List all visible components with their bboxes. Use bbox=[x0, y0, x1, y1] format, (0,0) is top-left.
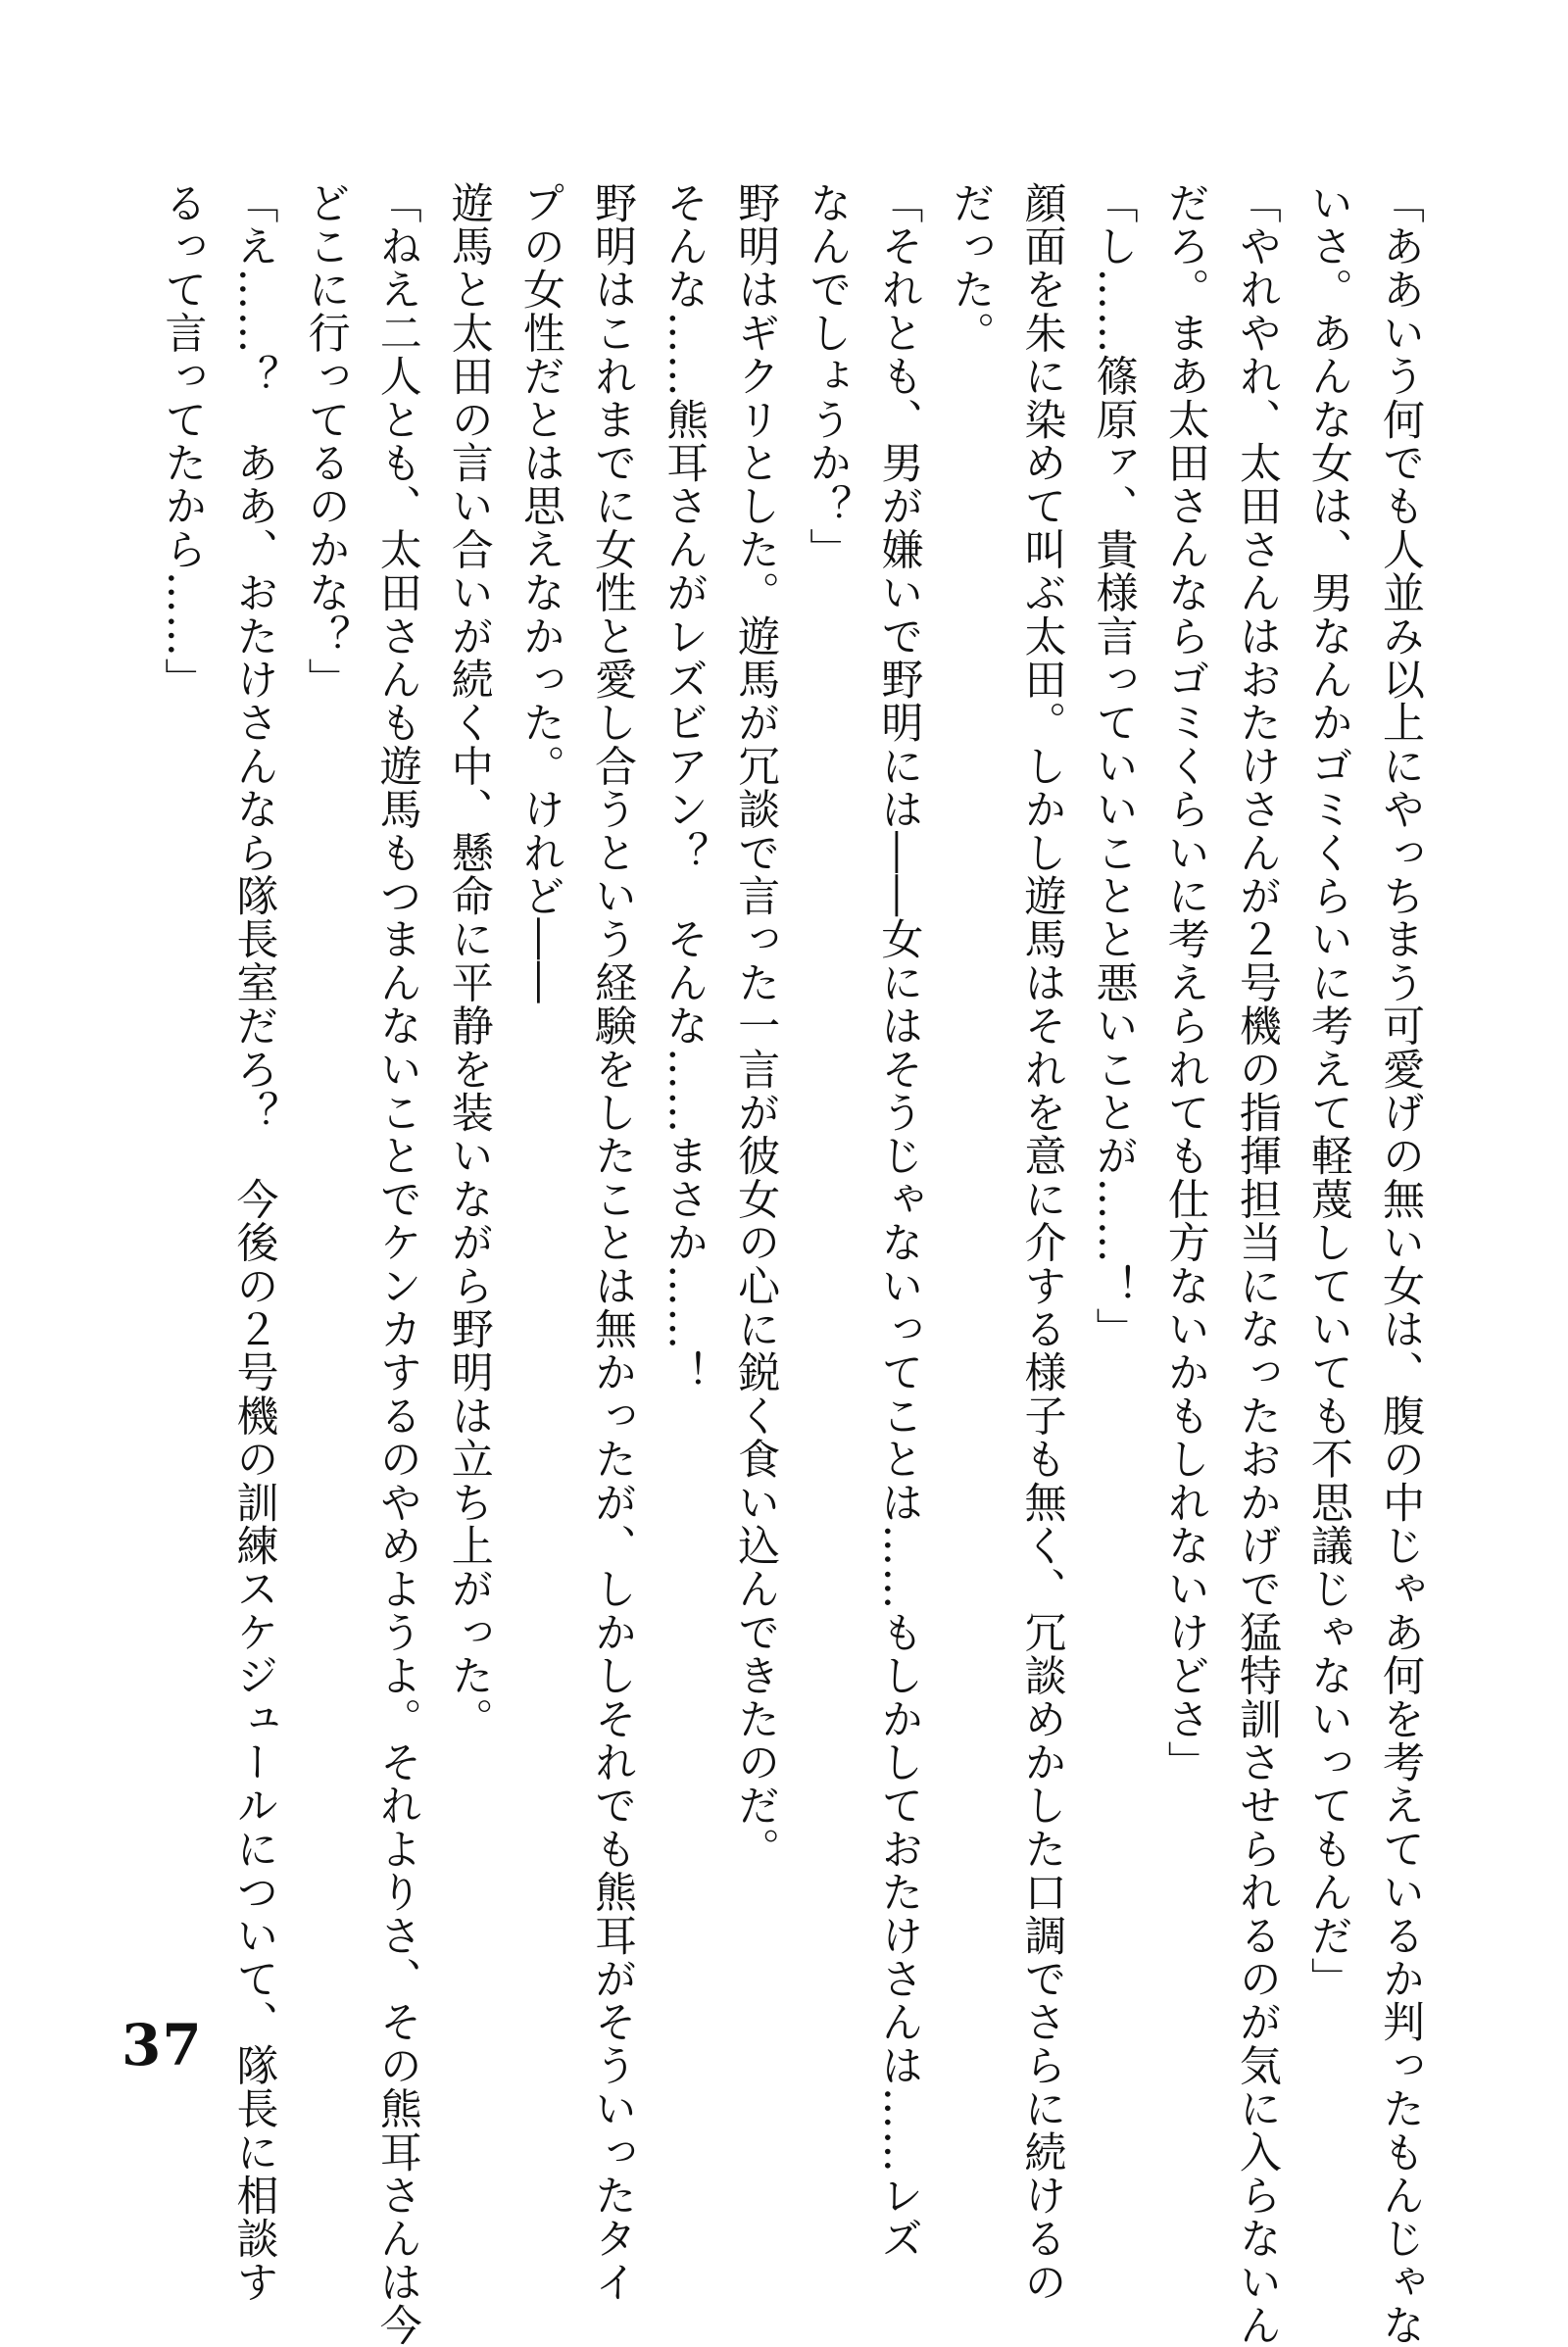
text-line: 「ああいう何でも人並み以上にやっちまう可愛げの無い女は、腹の中じゃあ何を考えているか判ったもんじゃな bbox=[1376, 181, 1425, 2347]
text-line: 顔面を朱に染めて叫ぶ太田。しかし遊馬はそれを意に介する様子も無く、冗談めかした口調でさらに続けるの bbox=[1017, 181, 1067, 2304]
text-line: 野明はこれまでに女性と愛し合うという経験をしたことは無かったが、しかしそれでも熊耳がそういったタイ bbox=[587, 181, 637, 2304]
text-line: なんでしょうか？」 bbox=[803, 181, 853, 571]
text-line: 遊馬と太田の言い合いが続く中、懸命に平静を装いながら野明は立ち上がった。 bbox=[444, 181, 494, 1741]
text-line: 「それとも、男が嫌いで野明には――女にはそうじゃないってことは……もしかしておたけさんは……レズ bbox=[874, 181, 924, 2261]
text-line: プの女性だとは思えなかった。けれど―― bbox=[515, 181, 565, 1004]
text-line: そんな……熊耳さんがレズビアン？ そんな……まさか……！ bbox=[660, 181, 710, 1394]
text-line: だろ。まあ太田さんならゴミくらいに考えられても仕方ないかもしれないけどさ」 bbox=[1160, 181, 1210, 1785]
text-line: 「え……？ ああ、おたけさんなら隊長室だろ？ 今後の２号機の訓練スケジュールについて、隊長に相談す bbox=[229, 181, 279, 2304]
text-line: 「ねえ二人とも、太田さんも遊馬もつまんないことでケンカするのやめようよ。それよりさ、その熊耳さんは今 bbox=[372, 181, 422, 2347]
text-line: 「し……篠原ァ、貴様言っていいことと悪いことが……！」 bbox=[1089, 181, 1139, 1351]
page-number: 37 bbox=[122, 2012, 203, 2078]
text-line: 野明はギクリとした。遊馬が冗談で言った一言が彼女の心に鋭く食い込んできたのだ。 bbox=[731, 181, 781, 1871]
text-line: だった。 bbox=[946, 181, 996, 355]
text-line: るって言ってたから……」 bbox=[158, 181, 208, 702]
text-line: いさ。あんな女は、男なんかゴミくらいに考えて軽蔑していても不思議じゃないってもんだ」 bbox=[1303, 181, 1353, 2001]
text-line: どこに行ってるのかな？」 bbox=[301, 181, 351, 702]
text-line: 「やれやれ、太田さんはおたけさんが２号機の指揮担当になったおかげで猛特訓させられるのが気に入らないん bbox=[1232, 181, 1282, 2347]
